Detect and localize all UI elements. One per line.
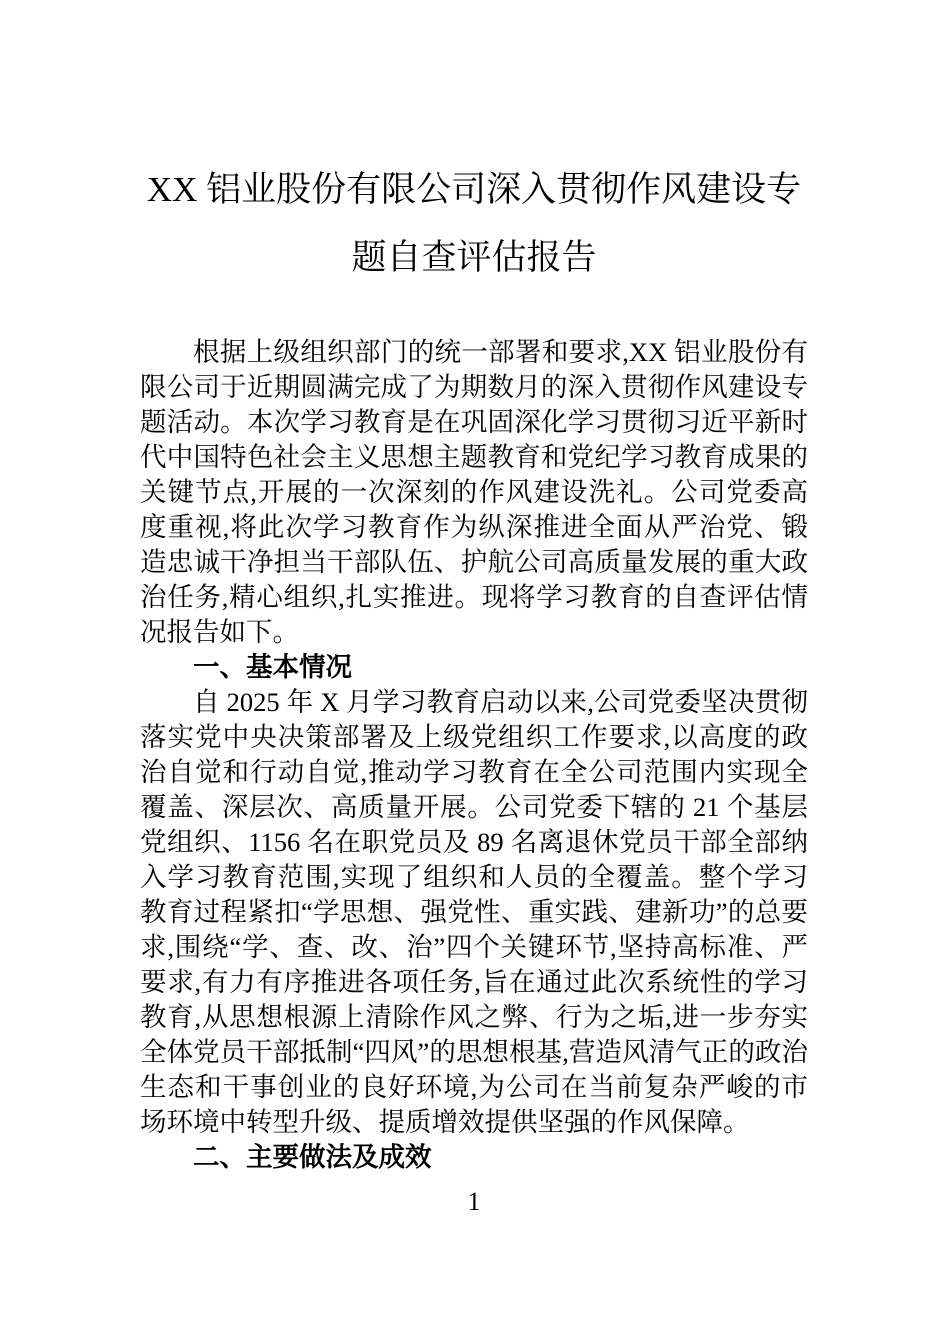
paragraph-basic-situation: 自 2025 年 X 月学习教育启动以来,公司党委坚决贯彻落实党中央决策部署及上级党组织工作要求,以高度的政治自觉和行动自觉,推动学习教育在全公司范围内实现全覆盖、深层次、高质量开展。公司党委下辖的 21 个基层党组织、1156 名在职党员及 89 名离退休党员干部全部纳入学习教育范围,实现了组织和人员的全覆盖。整个学习教育过程紧扣“学思想、强党性、重实践、建新功”的总要求,围绕“学、查、改、治”四个关键环节,坚持高标准、严要求,有力有序推进各项任务,旨在通过此次系统性的学习教育,从思想根源上清除作风之弊、行为之垢,进一步夯实全体党员干部抵制“四风”的思想根基,营造风清气正的政治生态和干事创业的良好环境,为公司在当前复杂严峻的市场环境中转型升级、提质增效提供坚强的作风保障。: [140, 687, 808, 1137]
paragraph-introduction: 根据上级组织部门的统一部署和要求,XX 铝业股份有限公司于近期圆满完成了为期数月的深入贯彻作风建设专题活动。本次学习教育是在巩固深化学习贯彻习近平新时代中国特色社会主义思想主题教育和党纪学习教育成果的关键节点,开展的一次深刻的作风建设洗礼。公司党委高度重视,将此次学习教育作为纵深推进全面从严治党、锻造忠诚干净担当干部队伍、护航公司高质量发展的重大政治任务,精心组织,扎实推进。现将学习教育的自查评估情况报告如下。: [140, 337, 808, 647]
document-body: [140, 335, 808, 1175]
page-number: 1: [467, 1187, 481, 1216]
section-heading-basic-situation: 一、基本情况: [193, 652, 352, 682]
section-heading-main-practices: 二、主要做法及成效: [193, 1142, 432, 1172]
document-title: XX 铝业股份有限公司深入贯彻作风建设专题自查评估报告: [146, 170, 802, 277]
